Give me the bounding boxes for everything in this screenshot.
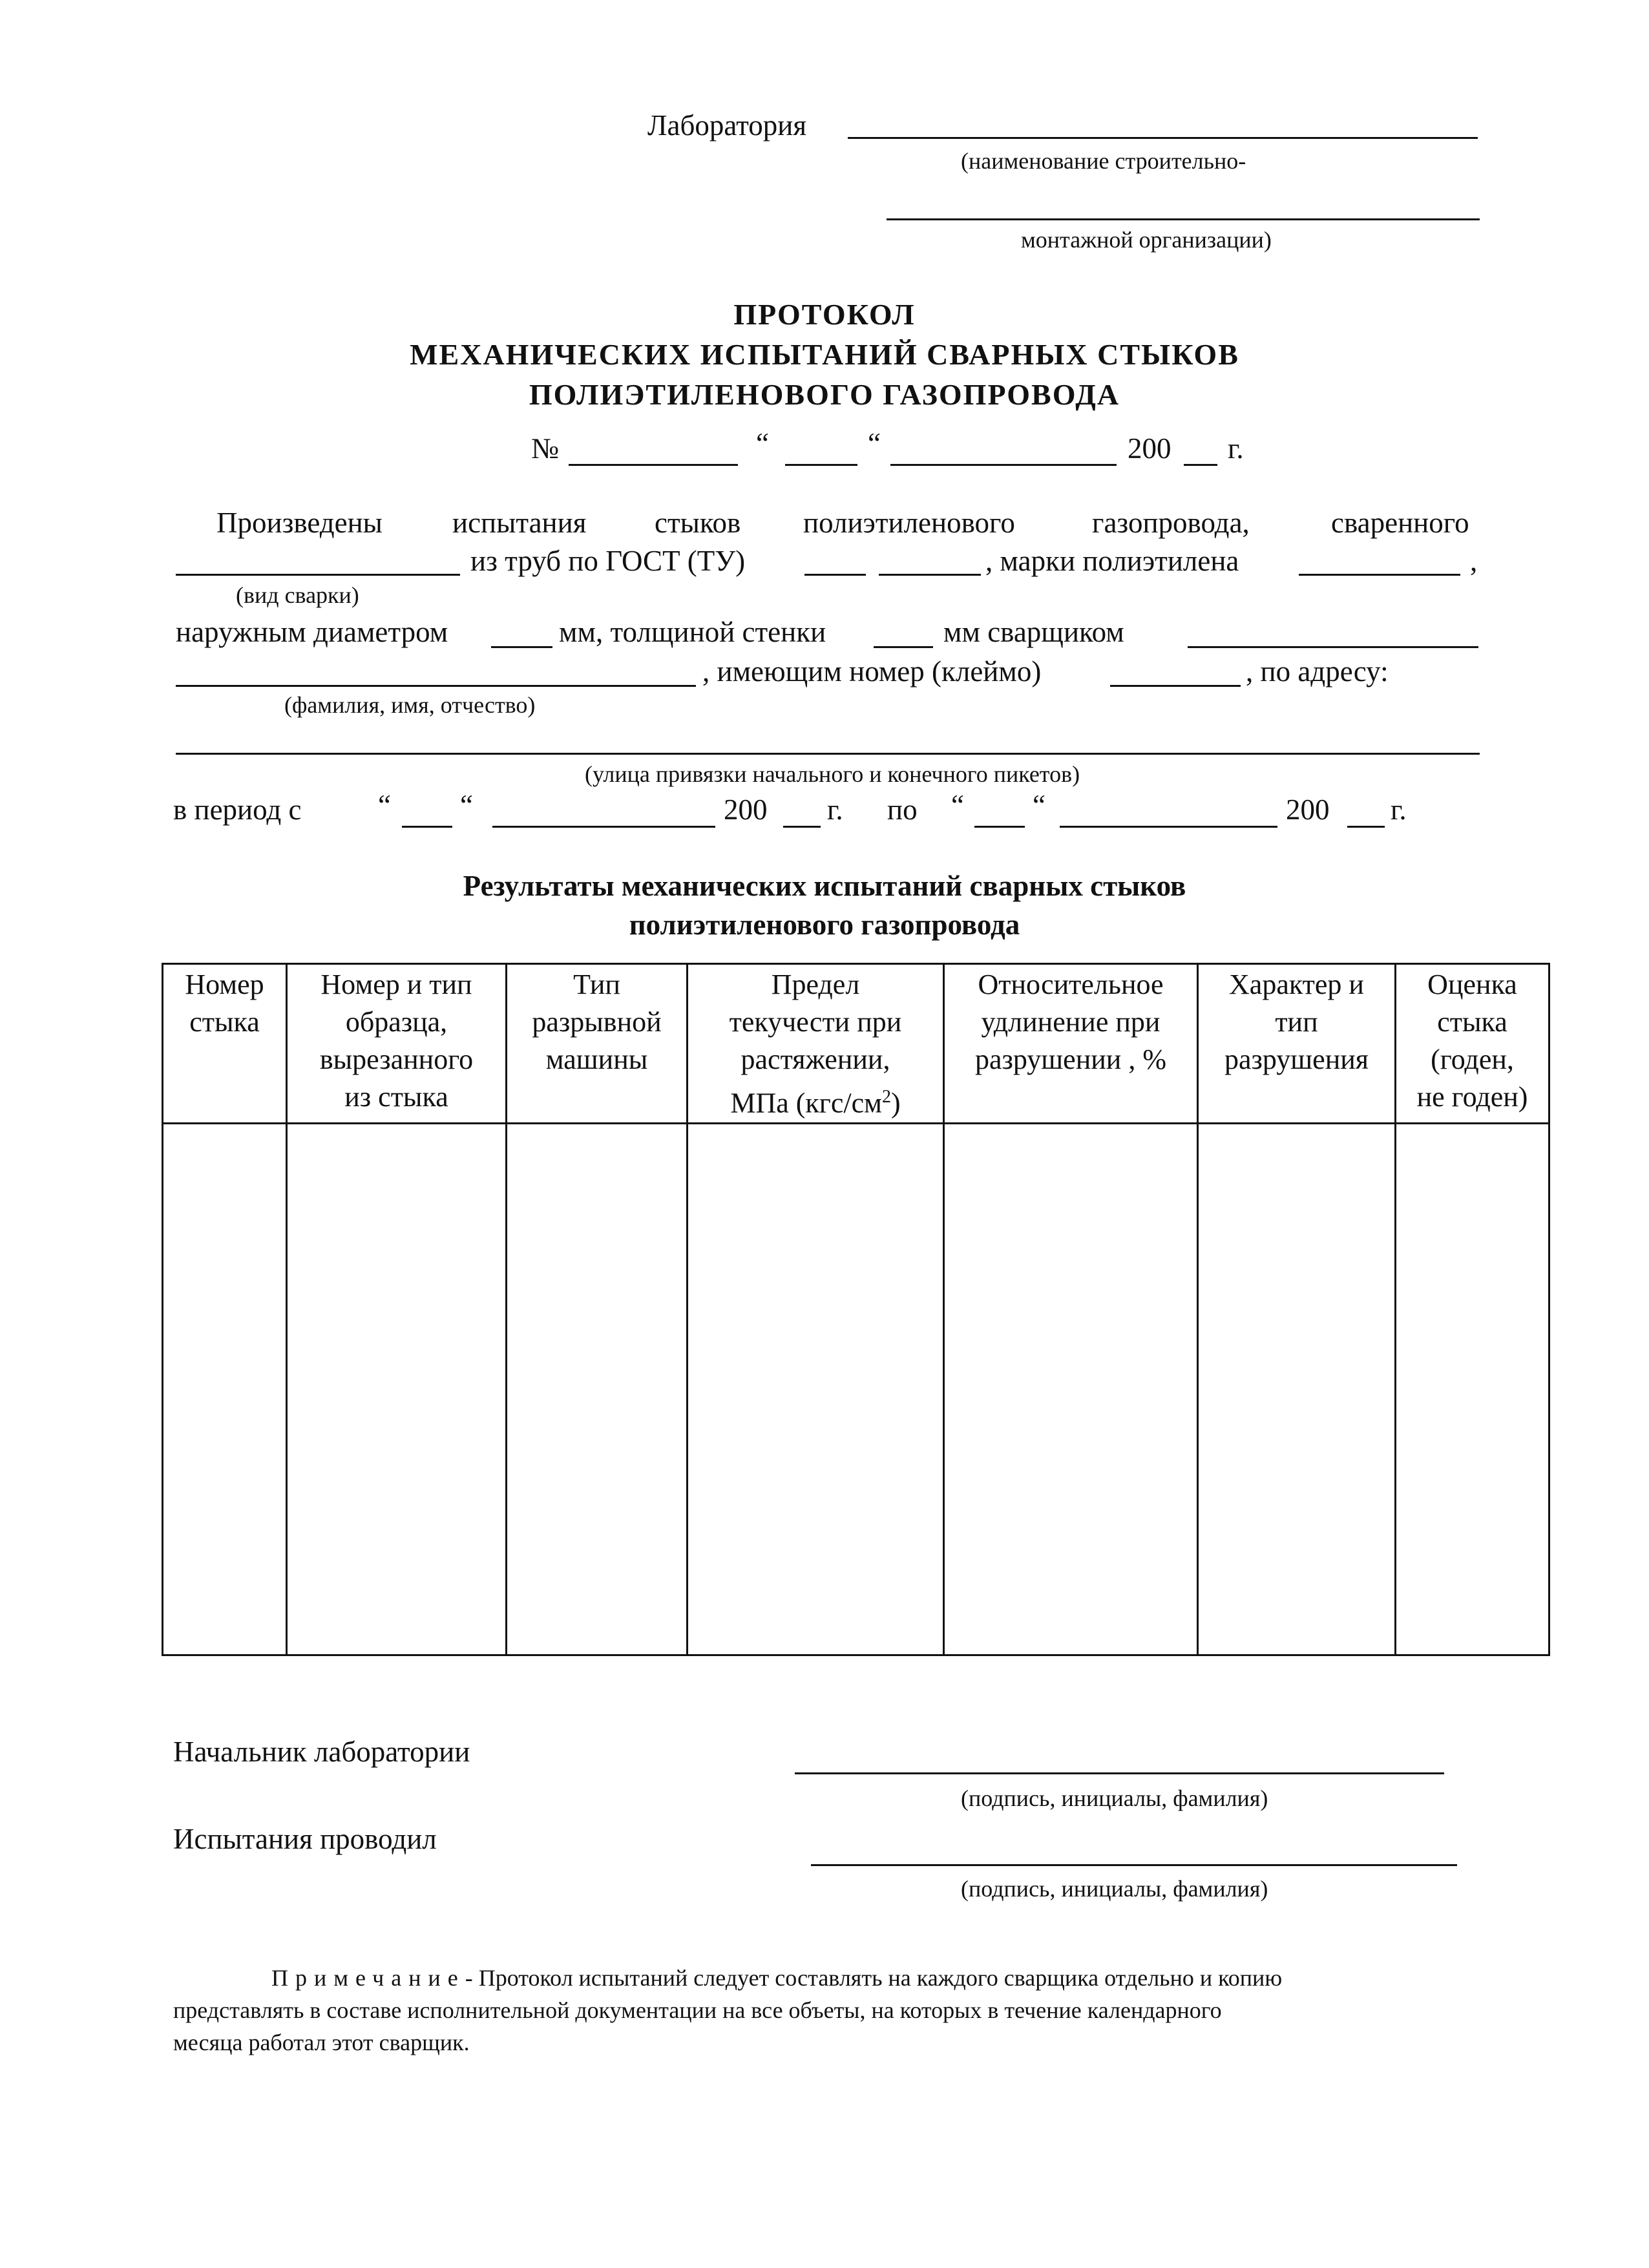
period-po: по xyxy=(887,793,918,826)
tester-label: Испытания проводил xyxy=(173,1823,437,1855)
cell-yield[interactable] xyxy=(688,1123,944,1655)
gost-field-1[interactable] xyxy=(804,574,866,576)
cell-joint-number[interactable] xyxy=(163,1123,287,1655)
brand-text: , марки полиэтилена xyxy=(985,545,1239,577)
period-start-year-field[interactable] xyxy=(783,826,821,828)
period-quote-1: “ xyxy=(378,789,391,821)
body-word-4: полиэтиленового xyxy=(803,507,1015,539)
org-name-line[interactable] xyxy=(887,218,1480,220)
wall-thickness-field[interactable] xyxy=(874,646,933,648)
weld-type-field[interactable] xyxy=(176,574,460,576)
col-header-machine: Тип разрывной машины xyxy=(507,964,688,1124)
protocol-year-field[interactable] xyxy=(1184,464,1217,466)
period-quote-2: “ xyxy=(460,789,473,821)
welder-text: мм сварщиком xyxy=(943,616,1124,648)
cell-elongation[interactable] xyxy=(944,1123,1198,1655)
welder-name-field[interactable] xyxy=(176,685,696,687)
body-word-1: Произведены xyxy=(216,507,383,539)
org-caption-2: монтажной организации) xyxy=(1021,227,1272,253)
note-line-1: Примечание- Протокол испытаний следует составлять на каждого сварщика отдельно и копию xyxy=(271,1965,1283,1991)
org-caption-1: (наименование строительно- xyxy=(961,148,1246,174)
period-text: в период с xyxy=(173,793,302,826)
col-header-elongation: Относительное удлинение при разрушении , % xyxy=(944,964,1198,1124)
lab-name-line[interactable] xyxy=(848,137,1478,139)
note-line-3: месяца работал этот сварщик. xyxy=(173,2030,470,2055)
protocol-number-field[interactable] xyxy=(569,464,738,466)
address-field[interactable] xyxy=(176,753,1480,755)
polyethylene-brand-field[interactable] xyxy=(1299,574,1460,576)
tester-signature-field[interactable] xyxy=(811,1864,1457,1866)
period-quote-4: “ xyxy=(1033,789,1045,821)
results-header-row xyxy=(163,964,1549,1124)
period-start-day-field[interactable] xyxy=(402,826,452,828)
cell-assessment[interactable] xyxy=(1396,1123,1549,1655)
quote-open: “ xyxy=(756,427,769,459)
body-word-2: испытания xyxy=(452,507,587,539)
year-suffix: г. xyxy=(1228,432,1244,465)
note-line-2: представлять в составе исполнительной документации на все объеты, на которых в течение календарного xyxy=(173,1997,1222,2023)
chief-signature-caption: (подпись, инициалы, фамилия) xyxy=(961,1785,1268,1811)
period-end-year-field[interactable] xyxy=(1347,826,1385,828)
tester-signature-caption: (подпись, инициалы, фамилия) xyxy=(961,1876,1268,1902)
protocol-month-field[interactable] xyxy=(890,464,1117,466)
table-row xyxy=(163,1123,1549,1655)
welder-field[interactable] xyxy=(1188,646,1478,648)
gost-field-2[interactable] xyxy=(879,574,981,576)
comma-text: , xyxy=(1470,545,1478,577)
period-end-month-field[interactable] xyxy=(1060,826,1277,828)
wall-text: мм, толщиной стенки xyxy=(559,616,826,648)
period-year-2: 200 xyxy=(1286,793,1330,826)
body-word-5: газопровода, xyxy=(1092,507,1250,539)
col-header-fracture: Характер и тип разрушения xyxy=(1198,964,1396,1124)
col-header-sample: Номер и тип образца, вырезанного из стыка xyxy=(287,964,507,1124)
title-line-3: ПОЛИЭТИЛЕНОВОГО ГАЗОПРОВОДА xyxy=(529,378,1120,411)
col-header-assessment: Оценка стыка (годен, не годен) xyxy=(1396,964,1549,1124)
chief-label: Начальник лаборатории xyxy=(173,1736,470,1768)
cell-fracture[interactable] xyxy=(1198,1123,1396,1655)
title-line-2: МЕХАНИЧЕСКИХ ИСПЫТАНИЙ СВАРНЫХ СТЫКОВ xyxy=(410,338,1239,371)
title-line-1: ПРОТОКОЛ xyxy=(733,298,916,331)
street-caption: (улица привязки начального и конечного пикетов) xyxy=(585,761,1080,787)
col-header-joint-number: Номер стыка xyxy=(163,964,287,1124)
period-year-1: 200 xyxy=(724,793,768,826)
period-g-1: г. xyxy=(827,793,843,826)
period-quote-3: “ xyxy=(951,789,964,821)
stamp-text: , имеющим номер (клеймо) xyxy=(702,655,1042,688)
lab-label: Лаборатория xyxy=(647,109,807,142)
results-heading-2: полиэтиленового газопровода xyxy=(629,908,1020,941)
pipes-text: из труб по ГОСТ (ТУ) xyxy=(470,545,746,577)
results-heading-1: Результаты механических испытаний сварных стыков xyxy=(463,870,1186,902)
diameter-text: наружным диаметром xyxy=(176,616,448,648)
note-label: Примечание xyxy=(271,1965,465,1991)
number-sign: № xyxy=(531,432,559,465)
results-table xyxy=(162,963,1550,1656)
col-header-yield: Предел текучести при растяжении, МПа $(кгс/см^2)$ xyxy=(688,964,944,1124)
period-start-month-field[interactable] xyxy=(492,826,715,828)
diameter-field[interactable] xyxy=(491,646,552,648)
period-end-day-field[interactable] xyxy=(974,826,1025,828)
fio-caption: (фамилия, имя, отчество) xyxy=(284,692,536,718)
body-word-3: стыков xyxy=(655,507,741,539)
stamp-field[interactable] xyxy=(1110,685,1241,687)
weld-type-caption: (вид сварки) xyxy=(236,582,359,608)
cell-machine[interactable] xyxy=(507,1123,688,1655)
cell-sample[interactable] xyxy=(287,1123,507,1655)
year-prefix: 200 xyxy=(1128,432,1171,465)
body-word-6: сваренного xyxy=(1331,507,1469,539)
address-text: , по адресу: xyxy=(1246,655,1389,688)
quote-close: “ xyxy=(868,427,881,459)
period-g-2: г. xyxy=(1391,793,1407,826)
chief-signature-field[interactable] xyxy=(795,1772,1444,1774)
protocol-day-field[interactable] xyxy=(785,464,857,466)
